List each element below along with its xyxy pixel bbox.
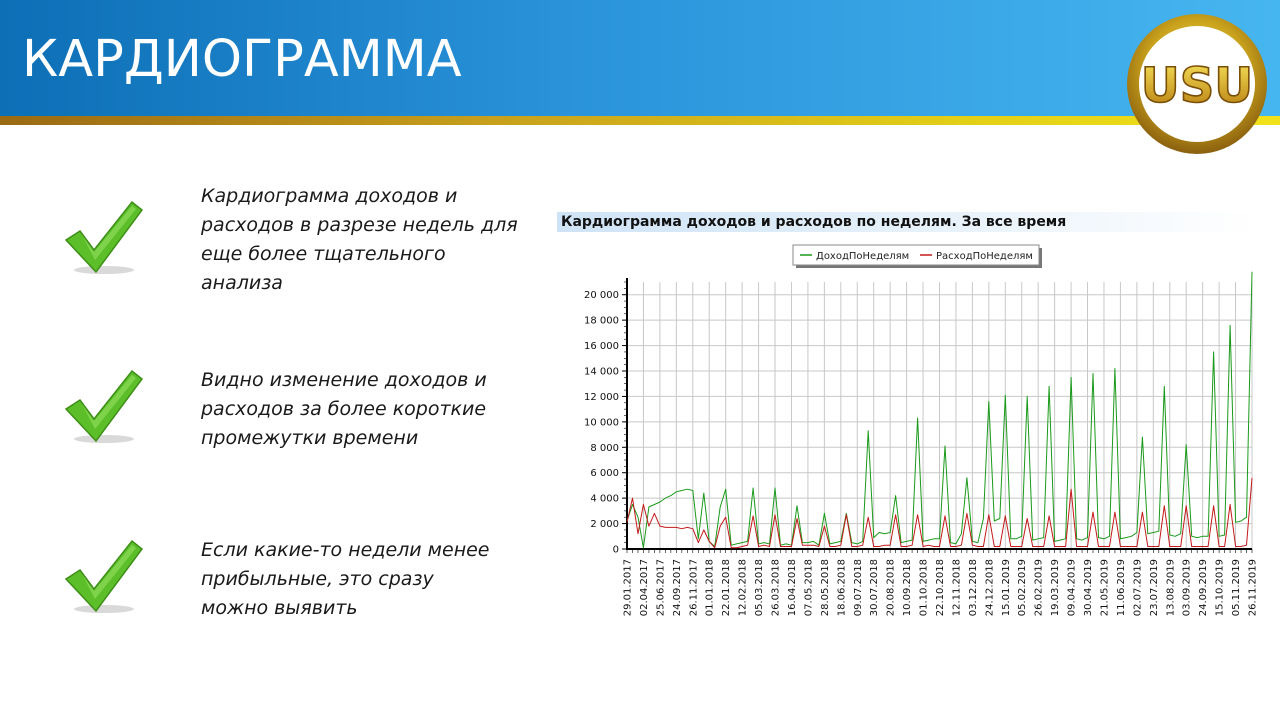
x-tick-label: 23.07.2019 — [1148, 559, 1160, 617]
x-tick-label: 28.05.2018 — [819, 559, 831, 617]
x-tick-label: 11.06.2019 — [1115, 559, 1127, 617]
x-tick-label: 10.09.2018 — [902, 559, 914, 617]
chart-legend — [793, 245, 1042, 268]
x-tick-label: 29.01.2017 — [622, 559, 634, 617]
checkmark-icon — [60, 198, 146, 278]
x-tick-label: 22.01.2018 — [721, 559, 733, 617]
x-tick-label: 24.09.2017 — [671, 559, 683, 617]
checkmark-icon — [60, 367, 146, 447]
x-tick-label: 15.10.2019 — [1214, 559, 1226, 617]
x-tick-label: 09.07.2018 — [852, 559, 864, 617]
legend-label-income: ДоходПоНеделям — [816, 251, 910, 262]
checkmark-icon — [60, 537, 146, 617]
x-tick-label: 13.08.2019 — [1165, 559, 1177, 617]
x-tick-label: 21.05.2019 — [1099, 559, 1111, 617]
y-tick-label: 4 000 — [590, 493, 619, 505]
income-expense-chart — [560, 236, 1260, 636]
x-tick-label: 20.08.2018 — [885, 559, 897, 617]
y-tick-label: 20 000 — [584, 290, 619, 302]
x-tick-label: 26.02.2019 — [1033, 559, 1045, 617]
x-tick-label: 09.04.2019 — [1066, 559, 1078, 617]
x-tick-label: 24.12.2018 — [984, 559, 996, 617]
y-tick-label: 0 — [612, 544, 619, 556]
chart-title: Кардиограмма доходов и расходов по неделям. За все время — [561, 214, 1067, 230]
x-tick-label: 18.06.2018 — [836, 559, 848, 617]
x-tick-label: 03.12.2018 — [967, 559, 979, 617]
x-tick-label: 19.03.2019 — [1050, 559, 1062, 617]
usu-logo — [1126, 13, 1268, 155]
x-tick-label: 22.10.2018 — [935, 559, 946, 617]
bullet-text-3: Если какие-то недели менее прибыльные, это сразу можно выявить — [201, 539, 490, 619]
logo-text: USU — [1140, 58, 1254, 114]
x-tick-label: 01.10.2018 — [918, 559, 930, 617]
x-tick-label: 16.04.2018 — [786, 559, 798, 617]
y-tick-label: 16 000 — [584, 341, 619, 353]
x-tick-label: 12.02.2018 — [737, 559, 749, 617]
legend-label-expense: РасходПоНеделям — [936, 251, 1033, 262]
x-tick-label: 02.04.2017 — [638, 559, 650, 617]
x-tick-label: 26.11.2019 — [1247, 559, 1259, 617]
y-tick-label: 10 000 — [584, 417, 619, 429]
y-tick-label: 8 000 — [590, 442, 619, 454]
x-tick-label: 05.03.2018 — [754, 559, 766, 617]
y-tick-label: 12 000 — [584, 391, 619, 403]
x-tick-label: 26.03.2018 — [770, 559, 782, 617]
x-tick-label: 05.11.2019 — [1231, 559, 1243, 617]
y-tick-label: 18 000 — [584, 315, 619, 327]
x-tick-label: 15.01.2019 — [1000, 559, 1012, 617]
x-tick-label: 05.02.2019 — [1017, 559, 1029, 617]
chart-grid — [627, 282, 1252, 549]
y-tick-labels — [584, 290, 619, 555]
chart-axes — [622, 278, 1252, 553]
x-tick-label: 12.11.2018 — [951, 559, 963, 617]
x-tick-labels — [623, 559, 1259, 616]
y-tick-label: 14 000 — [584, 366, 619, 378]
bullet-text-2: Видно изменение доходов и расходов за более короткие промежутки времени — [201, 369, 487, 449]
x-tick-label: 07.05.2018 — [803, 559, 815, 617]
x-tick-label: 03.09.2019 — [1181, 559, 1193, 617]
x-tick-label: 30.07.2018 — [869, 559, 881, 617]
x-tick-label: 26.11.2017 — [688, 559, 700, 617]
x-tick-label: 01.01.2018 — [704, 559, 716, 617]
y-tick-label: 2 000 — [590, 519, 619, 531]
x-tick-label: 24.09.2019 — [1198, 559, 1210, 617]
slide-title: КАРДИОГРАММА — [22, 30, 462, 89]
bullet-text-1: Кардиограмма доходов и расходов в разрезе недель для еще более тщательного анализа — [201, 185, 518, 294]
x-tick-label: 30.04.2019 — [1083, 559, 1095, 617]
header-gold-stripe — [0, 116, 1280, 125]
x-tick-label: 25.06.2017 — [655, 559, 667, 617]
x-tick-label: 02.07.2019 — [1132, 559, 1144, 617]
y-tick-label: 6 000 — [590, 468, 619, 480]
